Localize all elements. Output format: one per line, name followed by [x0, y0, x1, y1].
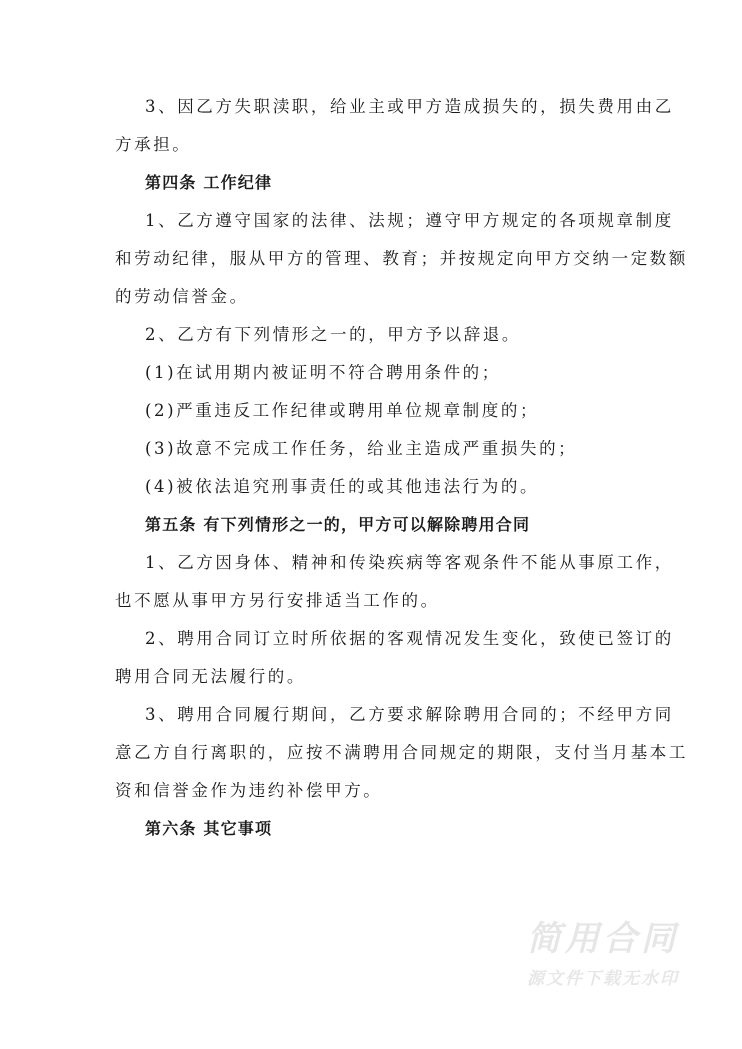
document-page [115, 88, 688, 848]
paragraph-line: 2、聘用合同订立时所依据的客观情况发生变化，致使已签订的 [145, 629, 674, 648]
paragraph-line: 方承担。 [115, 135, 192, 154]
paragraph-line: 意乙方自行离职的，应按不满聘用合同规定的期限，支付当月基本工 [115, 743, 688, 762]
section-heading-article-5: 第五条 有下列情形之一的，甲方可以解除聘用合同 [145, 515, 531, 534]
paragraph-line: 3、因乙方失职渎职，给业主或甲方造成损失的，损失费用由乙 [145, 97, 674, 116]
paragraph-line: 1、乙方遵守国家的法律、法规；遵守甲方规定的各项规章制度 [145, 211, 674, 230]
paragraph-line: 资和信誉金作为违约补偿甲方。 [115, 781, 383, 800]
paragraph-line: 2、乙方有下列情形之一的，甲方予以辞退。 [145, 325, 521, 344]
paragraph-line: 也不愿从事甲方另行安排适当工作的。 [115, 591, 440, 610]
list-item: (1)在试用期内被证明不符合聘用条件的； [145, 363, 501, 382]
paragraph-line: 和劳动纪律，服从甲方的管理、教育；并按规定向甲方交纳一定数额 [115, 249, 688, 268]
list-item: (4)被依法追究刑事责任的或其他违法行为的。 [145, 477, 540, 496]
watermark [508, 918, 698, 994]
paragraph-line: 3、聘用合同履行期间，乙方要求解除聘用合同的；不经甲方同 [145, 705, 674, 724]
paragraph-line: 1、乙方因身体、精神和传染疾病等客观条件不能从事原工作， [145, 553, 674, 572]
watermark-subtitle: 源文件下载无水印 [527, 969, 679, 989]
list-item: (2)严重违反工作纪律或聘用单位规章制度的； [145, 401, 540, 420]
paragraph-line: 的劳动信誉金。 [115, 287, 249, 306]
paragraph-line: 聘用合同无法履行的。 [115, 667, 306, 686]
list-item: (3)故意不完成工作任务，给业主造成严重损失的； [145, 439, 578, 458]
section-heading-article-6: 第六条 其它事项 [145, 819, 273, 838]
watermark-logo-text: 简用合同 [527, 919, 679, 959]
section-heading-article-4: 第四条 工作纪律 [145, 173, 273, 192]
